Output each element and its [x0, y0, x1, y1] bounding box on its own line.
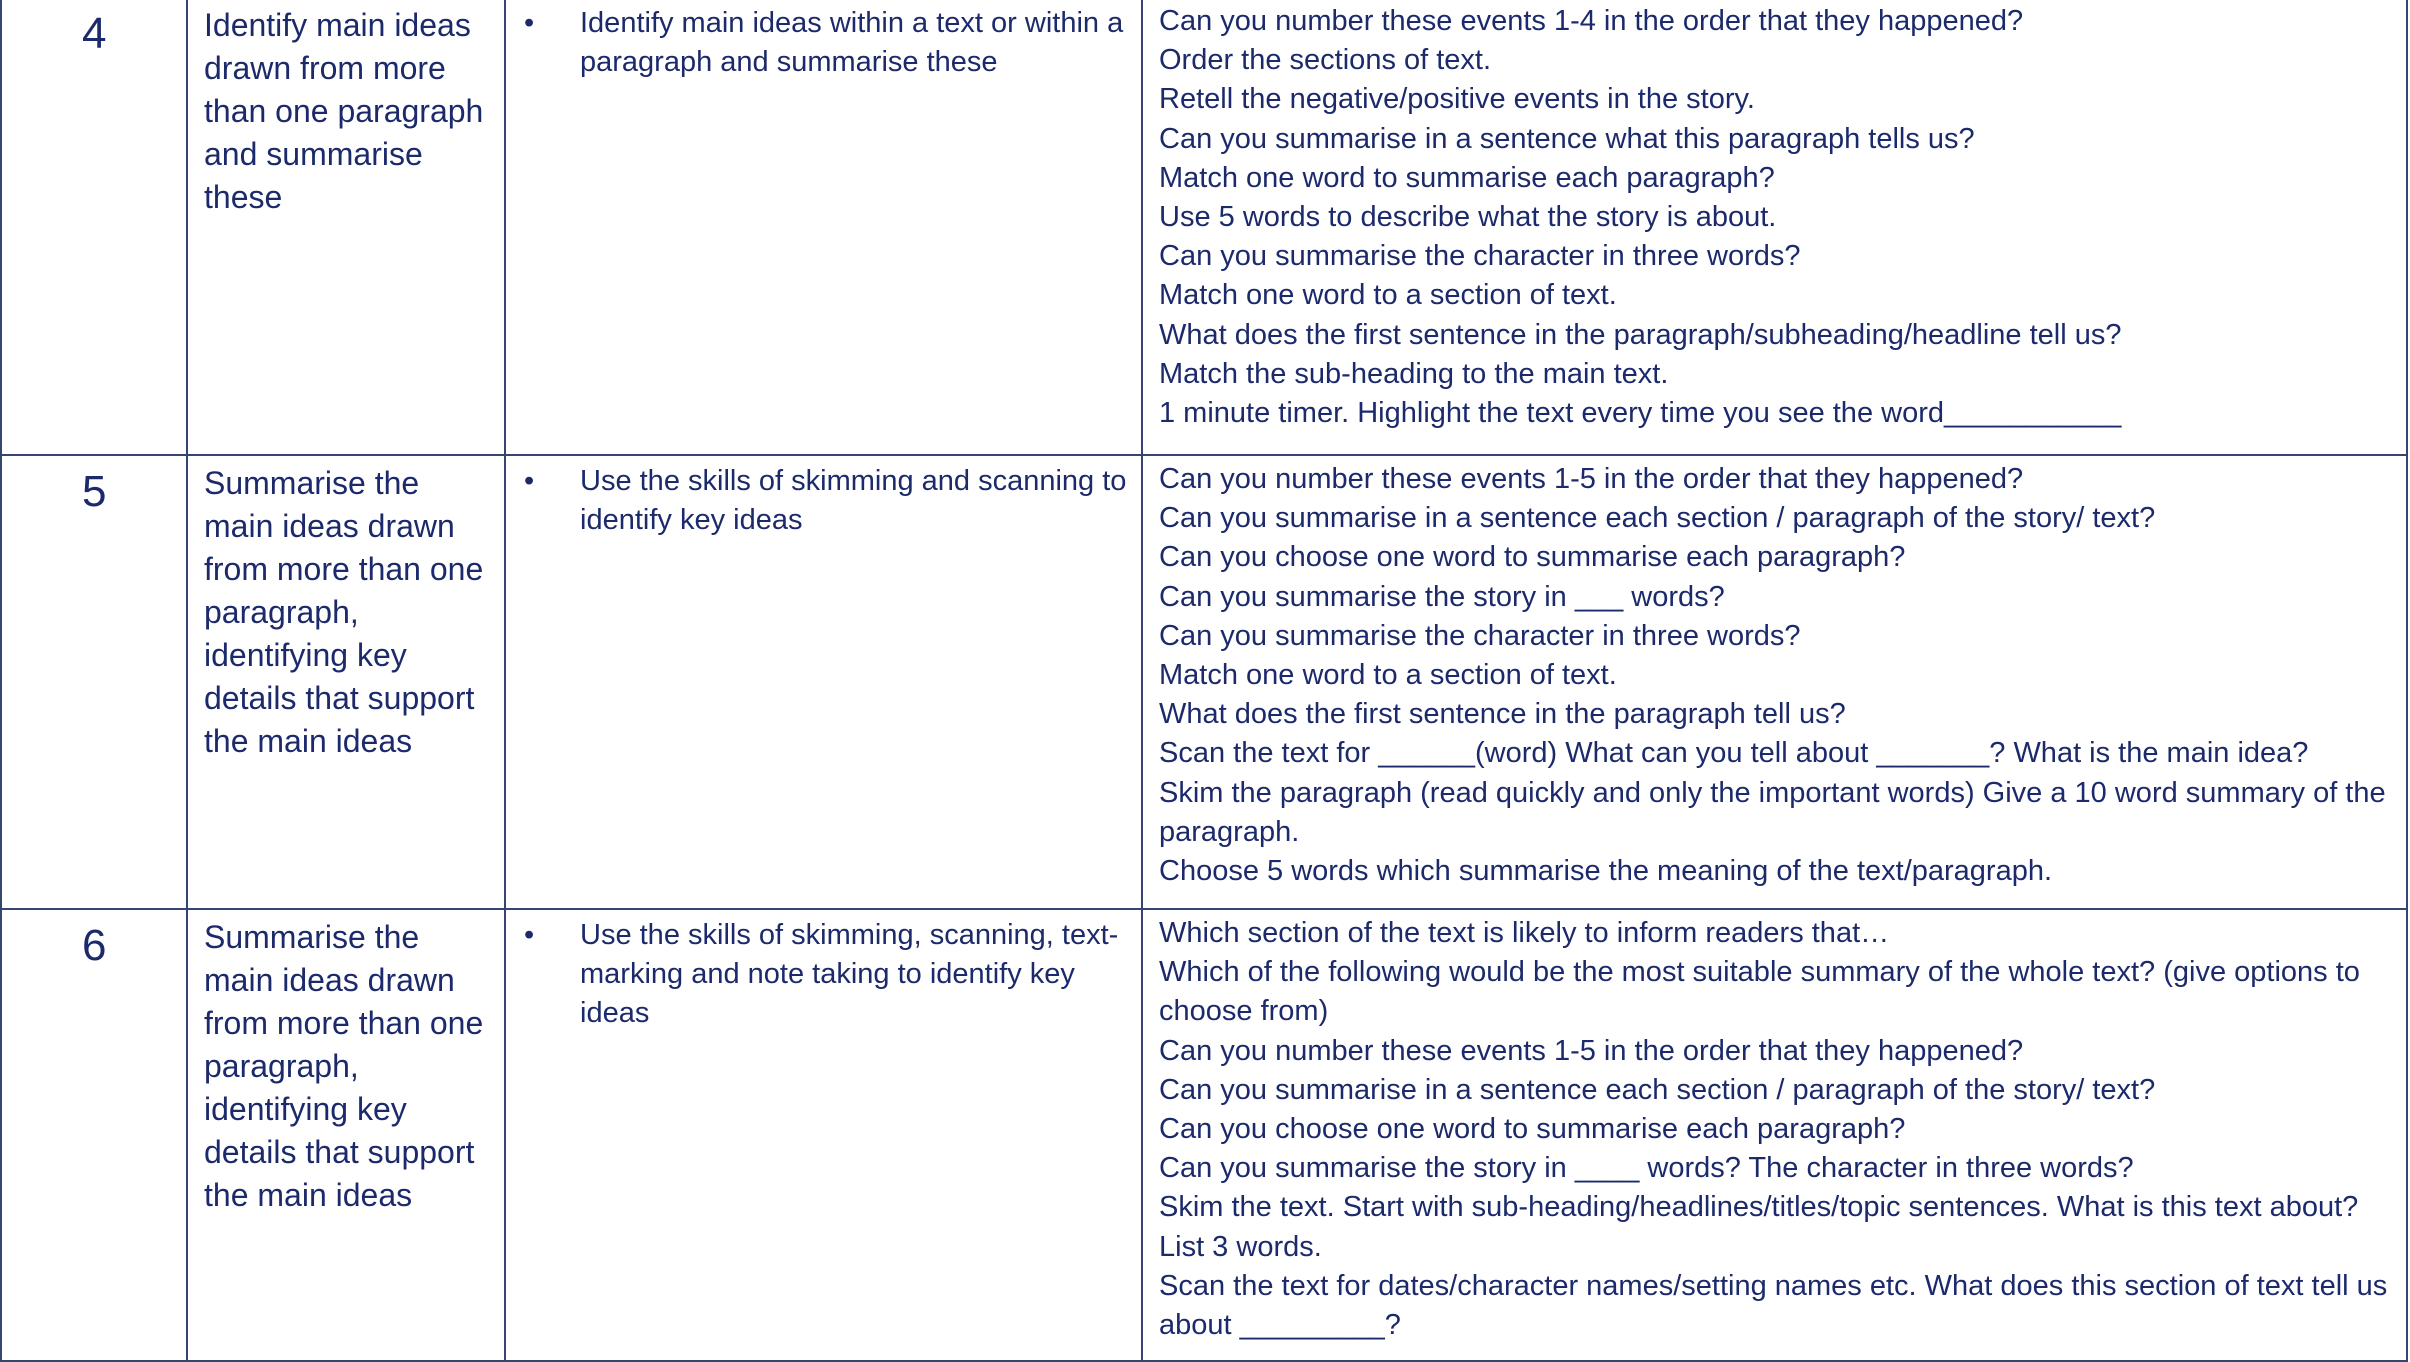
- question-line: Retell the negative/positive events in the story.: [1159, 83, 1755, 116]
- year-cell: [1, 909, 187, 1361]
- year-cell: [1, 455, 187, 909]
- year-cell: [1, 0, 187, 455]
- table-row: [1, 0, 2407, 455]
- question-line: What does the first sentence in the paragraph tell us?: [1159, 698, 1846, 731]
- questions-cell: [1142, 0, 2407, 455]
- question-line: Can you summarise the character in three words?: [1159, 240, 1801, 273]
- question-line: Can you summarise in a sentence each section / paragraph of the story/ text?: [1159, 502, 2156, 535]
- question-line: Match the sub-heading to the main text.: [1159, 357, 1669, 390]
- question-line: Can you summarise the story in ___ words?: [1159, 580, 1725, 613]
- objective-text: Summarise the main ideas drawn from more than one paragraph, identifying key details that support the main ideas: [204, 465, 484, 759]
- objective-cell: [187, 0, 505, 455]
- question-line: Order the sections of text.: [1159, 44, 1492, 77]
- question-line: Match one word to a section of text.: [1159, 659, 1617, 692]
- questions-cell: [1142, 909, 2407, 1361]
- bullet-icon: •: [524, 919, 535, 951]
- questions-cell: [1142, 455, 2407, 909]
- question-line: Can you number these events 1-5 in the order that they happened?: [1159, 1034, 2024, 1067]
- question-line: Skim the paragraph (read quickly and only the important words) Give a 10 word summary of the paragraph.: [1159, 776, 2386, 848]
- skill-text: Use the skills of skimming and scanning to identify key ideas: [580, 465, 1127, 536]
- skill-text: Use the skills of skimming, scanning, text-marking and note taking to identify key ideas: [580, 919, 1119, 1029]
- objective-text: Identify main ideas drawn from more than one paragraph and summarise these: [204, 7, 484, 215]
- question-line: Skim the text. Start with sub-heading/headlines/titles/topic sentences. What is this text about? List 3 words.: [1159, 1191, 2359, 1263]
- question-line: 1 minute timer. Highlight the text every time you see the word___________: [1159, 397, 2122, 430]
- question-line: Can you choose one word to summarise each paragraph?: [1159, 541, 1906, 574]
- objective-cell: [187, 455, 505, 909]
- objective-cell: [187, 909, 505, 1361]
- skill-cell: [505, 0, 1142, 455]
- year-label: 5: [82, 467, 107, 516]
- question-line: Scan the text for dates/character names/setting names etc. What does this section of text tell us about _________?: [1159, 1269, 2388, 1342]
- question-line: Can you number these events 1-4 in the order that they happened?: [1159, 5, 2024, 37]
- question-line: Which section of the text is likely to inform readers that…: [1159, 917, 1890, 949]
- question-line: Which of the following would be the most suitable summary of the whole text? (give options to choose from): [1159, 956, 2360, 1028]
- year-label: 6: [82, 921, 107, 970]
- question-line: Use 5 words to describe what the story is about.: [1159, 201, 1777, 234]
- table-row: [1, 909, 2407, 1361]
- question-line: Can you summarise the story in ____ words? The character in three words?: [1159, 1152, 2134, 1185]
- question-line: Can you number these events 1-5 in the order that they happened?: [1159, 463, 2024, 495]
- question-line: Match one word to summarise each paragraph?: [1159, 161, 1775, 194]
- skill-cell: [505, 455, 1142, 909]
- question-line: Can you summarise the character in three words?: [1159, 619, 1801, 652]
- question-line: Scan the text for ______(word) What can you tell about _______? What is the main idea?: [1159, 737, 2309, 770]
- year-label: 4: [82, 9, 107, 58]
- objective-text: Summarise the main ideas drawn from more than one paragraph, identifying key details that support the main ideas: [204, 919, 484, 1213]
- question-line: Choose 5 words which summarise the meaning of the text/paragraph.: [1159, 855, 2053, 888]
- bullet-icon: •: [524, 7, 535, 39]
- bullet-icon: •: [524, 465, 535, 497]
- question-line: What does the first sentence in the paragraph/subheading/headline tell us?: [1159, 318, 2122, 351]
- question-line: Can you summarise in a sentence what this paragraph tells us?: [1159, 122, 1975, 155]
- table-row: [1, 455, 2407, 909]
- question-line: Can you choose one word to summarise each paragraph?: [1159, 1113, 1906, 1146]
- skill-text: Identify main ideas within a text or within a paragraph and summarise these: [580, 7, 1124, 78]
- skill-cell: [505, 909, 1142, 1361]
- question-line: Can you summarise in a sentence each section / paragraph of the story/ text?: [1159, 1073, 2156, 1106]
- question-line: Match one word to a section of text.: [1159, 279, 1617, 312]
